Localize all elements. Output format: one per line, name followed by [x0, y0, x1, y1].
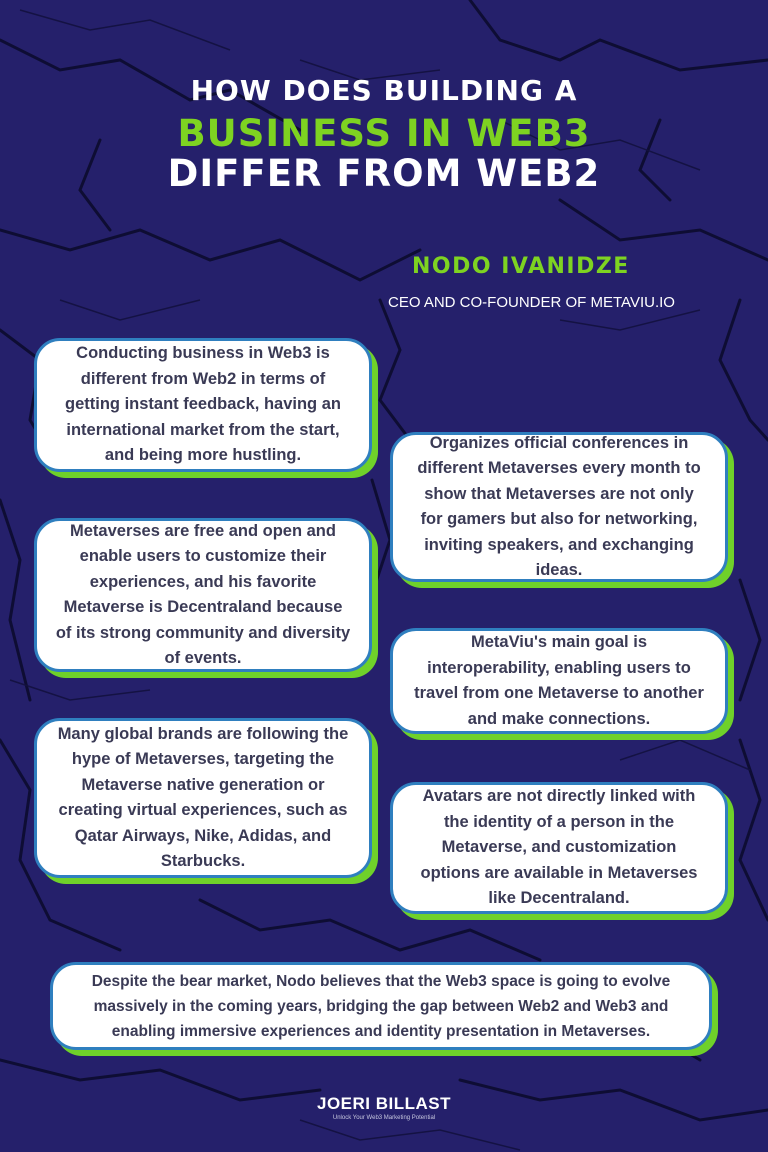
title-line-3: DIFFER FROM WEB2: [167, 152, 601, 195]
card-text: Organizes official conferences in different Metaverses every month to show that Metaverses are not only for gamers but also for networking, inviting speakers, and exchanging ideas.: [417, 433, 701, 579]
info-card: [34, 518, 372, 672]
card-text: Many global brands are following the hype of Metaverses, targeting the Metaverse native generation or creating virtual experiences, such as Qatar Airways, Nike, Adidas, and Starbucks.: [57, 724, 349, 870]
brand-tagline: Unlock Your Web3 Marketing Potential: [332, 1115, 436, 1121]
summary-card: [50, 962, 712, 1050]
info-card: [390, 432, 728, 582]
info-card: [390, 628, 728, 734]
card-text: Conducting business in Web3 is different from Web2 in terms of getting instant feedback, having an international market from the start, and being more hustling.: [65, 344, 341, 465]
title-line-2: BUSINESS IN WEB3: [177, 112, 591, 155]
author-name: NODO IVANIDZE: [412, 254, 630, 279]
info-card: [34, 718, 372, 878]
card-text: Metaverses are free and open and enable users to customize their experiences, and his favorite Metaverse is Decentraland because of its strong community and diversity of events.: [55, 521, 351, 667]
card-text: MetaViu's main goal is interoperability, enabling users to travel from one Metaverse to another and make connections.: [414, 633, 704, 728]
card-text: Despite the bear market, Nodo believes that the Web3 space is going to evolve massively in the coming years, bridging the gap between Web2 and Web3 and enabling immersive experiences and identity presentation in Metaverses.: [91, 972, 671, 1040]
info-card: [34, 338, 372, 472]
author-role: CEO AND CO-FOUNDER OF METAVIU.IO: [388, 294, 675, 311]
title-line-1: HOW DOES BUILDING A: [190, 74, 578, 107]
brand-logo: [0, 1094, 768, 1121]
info-card: [390, 782, 728, 914]
brand-name: JOERI BILLAST: [316, 1094, 451, 1113]
card-text: Avatars are not directly linked with the identity of a person in the Metaverse, and customization options are available in Metaverses like Decentraland.: [420, 787, 698, 908]
